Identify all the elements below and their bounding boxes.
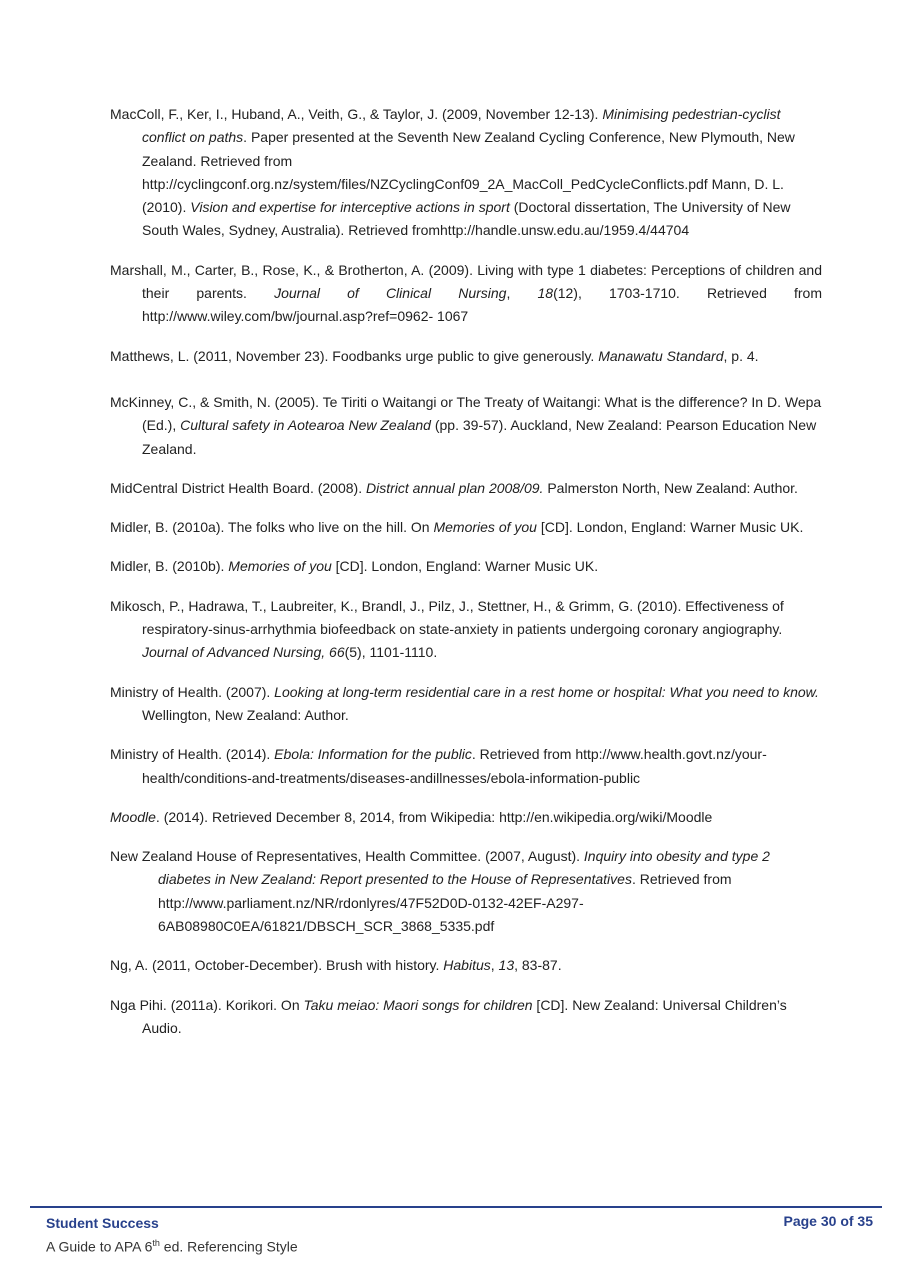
reference-segment-italic: Journal of Clinical Nursing <box>274 285 507 302</box>
reference-segment-italic: 18 <box>537 285 554 302</box>
reference-segment: , 83-87. <box>514 957 562 974</box>
footer-divider <box>30 1206 882 1208</box>
reference-segment-italic: 13 <box>498 957 515 974</box>
reference-segment: McKinney, C., & Smith, N. (2005). Te Tiriti o Waitangi or The Treaty of Waitangi: What is the difference? In D. Wepa (Ed.), <box>110 393 822 434</box>
reference-segment: , <box>506 285 538 302</box>
doc-title: Student Success <box>46 1215 159 1231</box>
reference-segment: Ministry of Health. (2014). <box>110 746 275 763</box>
reference-segment-italic: Manawatu Standard <box>598 347 724 364</box>
reference-segment-italic: Taku meiao: Maori songs for children <box>303 996 533 1013</box>
reference-entry <box>110 681 822 728</box>
reference-entry <box>110 345 822 368</box>
reference-segment: [CD]. London, England: Warner Music UK. <box>536 519 804 536</box>
doc-subtitle-sup: th <box>152 1238 160 1248</box>
reference-segment-italic: Minimising pedestrian-cyclist conflict on paths <box>142 106 781 146</box>
reference-segment: . (2014). Retrieved December 8, 2014, from Wikipedia: http://en.wikipedia.org/wiki/Moodle <box>155 808 713 825</box>
reference-segment: [CD]. New Zealand: Universal Children’s Audio. <box>142 996 787 1036</box>
footer-left <box>46 1213 298 1257</box>
reference-segment: MidCentral District Health Board. (2008). <box>110 479 366 496</box>
reference-entry <box>110 845 822 938</box>
reference-segment: . Retrieved from http://www.parliament.nz/NR/rdonlyres/47F52D0D-0132-42EF-A297-6AB08980C0EA/61821/DBSCH_SCR_3868_5335.pdf <box>158 871 732 935</box>
reference-entry <box>110 516 822 539</box>
reference-segment: New Zealand House of Representatives, Health Committee. (2007, August). <box>110 848 584 865</box>
reference-segment: Mikosch, P., Hadrawa, T., Laubreiter, K., Brandl, J., Pilz, J., Stettner, H., & Grimm, G. (2010). Effectiveness of respiratory-sinus-arrhythmia biofeedback on state-anxiety in patients undergoing coronary angiography. <box>110 597 784 638</box>
reference-segment: , p. 4. <box>723 347 759 364</box>
reference-segment-italic: Inquiry into obesity and type 2 diabetes in New Zealand: Report presented to the House of Representatives <box>158 848 770 888</box>
reference-segment: (Doctoral dissertation, The University of New South Wales, Sydney, Australia). Retrieved fromhttp://handle.unsw.edu.au/1959.4/44704 <box>142 199 791 239</box>
reference-segment: Palmerston North, New Zealand: Author. <box>543 479 798 496</box>
reference-segment: Wellington, New Zealand: Author. <box>142 706 349 723</box>
reference-segment: (5), 1101-1110. <box>344 644 438 661</box>
doc-subtitle-pre: A Guide to APA 6 <box>46 1238 153 1255</box>
reference-entry <box>110 595 822 665</box>
reference-segment-italic: Memories of you <box>433 519 537 536</box>
reference-segment: , <box>490 957 499 974</box>
reference-segment-italic: Ebola: Information for the public <box>274 746 472 763</box>
reference-entry <box>110 391 822 461</box>
reference-segment-italic: Looking at long-term residential care in a rest home or hospital: What you need to know. <box>274 683 819 700</box>
reference-entry <box>110 477 822 500</box>
reference-segment-italic: Journal of Advanced Nursing, 66 <box>142 644 345 661</box>
reference-segment: Nga Pihi. (2011a). Korikori. On <box>110 996 304 1013</box>
reference-segment: (pp. 39-57). Auckland, New Zealand: Pearson Education New Zealand. <box>142 417 817 457</box>
doc-subtitle-post: ed. Referencing Style <box>159 1238 298 1255</box>
reference-entry <box>110 806 822 829</box>
reference-segment: Matthews, L. (2011, November 23). Foodbanks urge public to give generously. <box>110 347 599 364</box>
reference-entry <box>110 954 822 977</box>
reference-segment: Ng, A. (2011, October-December). Brush with history. <box>110 957 444 974</box>
reference-entry <box>110 743 822 790</box>
reference-entry <box>110 994 822 1041</box>
doc-subtitle <box>46 1233 298 1257</box>
reference-segment-italic: Cultural safety in Aotearoa New Zealand <box>180 417 431 434</box>
reference-entry <box>110 103 822 243</box>
reference-segment: (12), 1703-1710. Retrieved from http://www.wiley.com/bw/journal.asp?ref=0962- 1067 <box>142 285 822 325</box>
reference-segment-italic: Moodle <box>110 808 156 825</box>
reference-segment-italic: Vision and expertise for interceptive actions in sport <box>190 199 510 216</box>
reference-list <box>110 103 822 1056</box>
reference-segment-italic: Memories of you <box>228 558 332 575</box>
reference-segment: . Paper presented at the Seventh New Zealand Cycling Conference, New Plymouth, New Zealand. Retrieved from http://cyclingconf.org.nz/system/files/NZCyclingConf09_2A_MacColl_PedCycleConflicts.pdf Mann, D. L. (2010). <box>142 129 795 216</box>
reference-segment: . Retrieved from http://www.health.govt.nz/your-health/conditions-and-treatments/diseases-andillnesses/ebola-information-public <box>142 746 767 786</box>
reference-segment-italic: Habitus <box>443 957 491 974</box>
reference-segment: Marshall, M., Carter, B., Rose, K., & Brotherton, A. (2009). Living with type 1 diabetes: Perceptions of children and their parents. <box>110 261 822 302</box>
reference-segment-italic: District annual plan 2008/09. <box>366 479 544 496</box>
reference-segment: Ministry of Health. (2007). <box>110 683 275 700</box>
reference-segment: MacColl, F., Ker, I., Huband, A., Veith, G., & Taylor, J. (2009, November 12-13). <box>110 106 603 122</box>
reference-entry <box>110 259 822 329</box>
reference-segment: Midler, B. (2010a). The folks who live on the hill. On <box>110 519 434 536</box>
reference-entry <box>110 555 822 578</box>
reference-segment: [CD]. London, England: Warner Music UK. <box>331 558 599 575</box>
reference-segment: Midler, B. (2010b). <box>110 558 229 575</box>
page-number: Page 30 of 35 <box>783 1213 873 1229</box>
